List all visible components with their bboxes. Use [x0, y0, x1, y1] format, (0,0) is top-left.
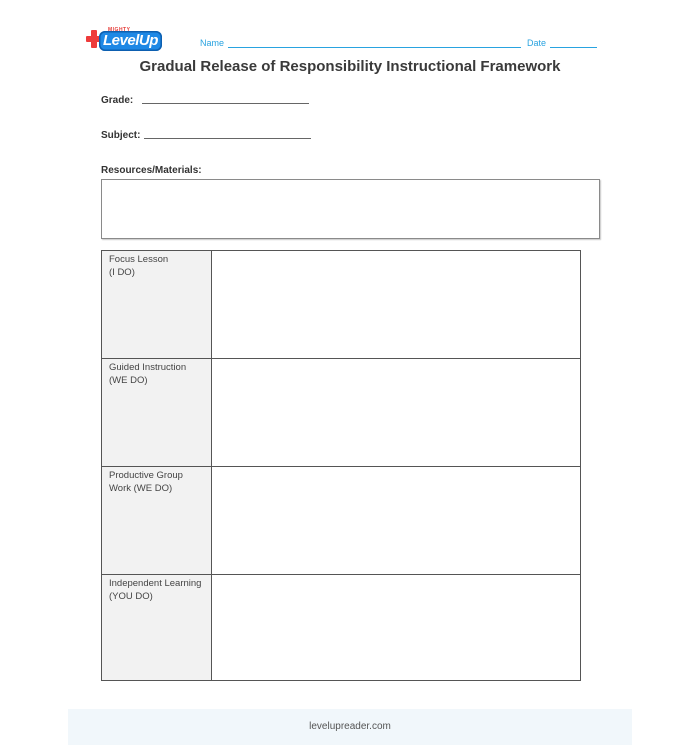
framework-row-focus-lesson: [102, 251, 580, 359]
row-label: Independent Learning (YOU DO): [102, 575, 212, 680]
row-label: Guided Instruction (WE DO): [102, 359, 212, 466]
resources-label: Resources/Materials:: [101, 165, 202, 176]
framework-row-guided-instruction: [102, 358, 580, 466]
resources-textarea[interactable]: [101, 179, 600, 239]
framework-row-productive-group-work: [102, 466, 580, 574]
independent-learning-cell[interactable]: [212, 575, 580, 680]
row-label: Productive Group Work (WE DO): [102, 467, 212, 574]
row-label: Focus Lesson (I DO): [102, 251, 212, 359]
framework-table: [101, 250, 581, 681]
subject-label: Subject:: [101, 130, 141, 141]
name-field[interactable]: [228, 47, 521, 48]
footer-url: levelupreader.com: [68, 709, 632, 745]
grade-field[interactable]: [142, 103, 309, 104]
name-label: Name: [200, 38, 225, 48]
levelup-logo: [86, 27, 170, 53]
logo-wordmark: LevelUp: [99, 31, 162, 51]
framework-row-independent-learning: [102, 574, 580, 680]
subject-field[interactable]: [144, 138, 311, 139]
page-title: Gradual Release of Responsibility Instructional Framework: [139, 58, 561, 75]
focus-lesson-cell[interactable]: [212, 251, 580, 359]
date-field[interactable]: [550, 47, 597, 48]
guided-instruction-cell[interactable]: [212, 359, 580, 466]
date-label: Date: [527, 38, 547, 48]
logo-tagline: MIGHTY: [108, 27, 131, 33]
grade-label: Grade:: [101, 95, 134, 106]
productive-group-work-cell[interactable]: [212, 467, 580, 574]
